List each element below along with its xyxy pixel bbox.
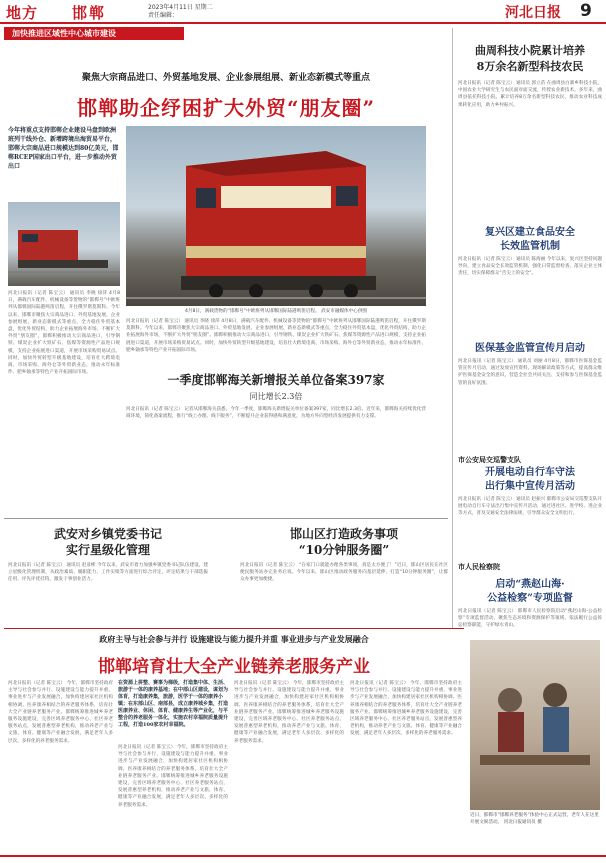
right-b-headline-line1: 复兴区建立食品安全 [485, 227, 575, 238]
right-a-headline-line1: 曲周科技小院累计培养 [475, 44, 585, 57]
right-a-body: 河北日报讯（记者 陈宝云） 通讯员 郭立苗 在曲周县白寨乡科技小院，中国农业大学研究生与农民面对面交流，传授农业新技术。多年来，曲周县依托科技小院，累计培养8万余名新型科技农民，推动农业科技成果转化应用，助力乡村振兴。 [458, 81, 602, 108]
right-c-headline: 医保基金监管宣传月启动 [475, 343, 585, 354]
photo-caption: 4月8日，满载货物的“邯郸号”中欧班列从邯郸国际陆港鸣笛启程。 武安市融媒体中心供图 [184, 309, 368, 314]
city-name: 邯郸 [72, 4, 107, 22]
train-photo [126, 126, 426, 306]
right-d-tag: 市公安局交巡警支队 [458, 455, 521, 464]
right-c-body: 河北日报讯（记者 陈宝云） 通讯员 刘丽 4月8日，邯郸市医保基金监管宣传月启动，通过发放宣传资料、现场解读政策等方式，提高群众维护医保基金安全的意识，营造全社会共同关注、支持和参与医保基金监管的良好氛围。 [458, 359, 602, 386]
editor-text: 责任编辑： [148, 12, 179, 19]
divider [4, 518, 448, 519]
elderly-graphic [470, 640, 600, 810]
story5-body-col3: 河北日报讯（记者 陈宝云） 今年，邯郸市坚持政府主导与社会参与并行、设施建设与能力提升并重、事业进步与产业发展融合，加快构建居家社区机构相协调、医养康养相结合的养老服务体系，培育壮大全产业链养老服务产业。邯郸统筹推进城乡养老服务设施建设，完善区域养老服务中心、社区养老服务站点，发展普惠型养老机构，推动养老产业与文旅、体育、健康等产业融合发展，满足老年人多层次、多样化的养老服务需求。 [234, 681, 344, 744]
elderly-photo [470, 640, 600, 810]
main-kicker: 聚焦大宗商品进口、外贸基地发展、企业参展组展、新业态新模式等重点 [81, 73, 370, 83]
right-d-headline-line1: 开展电动自行车守法 [485, 467, 575, 478]
story5-lead: 在资源上拼整、赛事为梯级，打造集中体、生活、旅游于一体的康养基地；在中部山区建设，谋划为体育，打造康养集，旅游，医学于一体的康养小镇；在东部山区、南部县，成立康养城乡集，打造医康养业、休闲、体育、健康养生等产业化，与平整合的养老服务一体化，实施农村幸福院质量提升工程，打造100家农村幸福院。 [118, 680, 229, 728]
story3-headline-line1: 武安对乡镇党委书记 [53, 527, 162, 541]
right-b-body: 河北日报讯（记者 陈宝云） 通讯员 陈海丽 今年以来，复兴区坚持问题导向，建立食品安全长效监管机制，强化日常监督检查，落实企业主体责任，切实保障群众“舌尖上的安全”。 [458, 257, 602, 277]
page-number: 9 [580, 1, 592, 21]
story5-body-col1: 河北日报讯（记者 陈宝云） 今年，邯郸市坚持政府主导与社会参与并行、设施建设与能力提升并重、事业进步与产业发展融合，加快构建居家社区机构相协调、医养康养相结合的养老服务体系，培育壮大全产业链养老服务产业。邯郸统筹推进城乡养老服务设施建设，完善区域养老服务中心、社区养老服务站点，发展普惠型养老机构，推动养老产业与文旅、体育、健康等产业融合发展，满足老年人多层次、多样化的养老服务需求。 [8, 681, 113, 744]
right-a-headline-line2: 8万余名新型科技农民 [476, 60, 584, 73]
story3-body: 河北日报讯（记者 陈宝云） 通讯员 赵彦彬 今年以来，武安市着力加强乡镇党委书记队伍建设，建立星级化管理机制，从政治素质、履职能力、工作实绩等方面进行综合评定，评定结果与干部选拔任用、评先评优挂钩，激发干事创业活力。 [8, 563, 208, 583]
story5-kicker: 政府主导与社会参与并行 设施建设与能力提升并重 事业进步与产业发展融合 [99, 634, 369, 644]
right-e-headline-line1: 启动“燕赵山海· [495, 579, 565, 590]
story5-body-col4: 河北日报讯（记者 陈宝云） 今年，邯郸市坚持政府主导与社会参与并行、设施建设与能力提升并重、事业进步与产业发展融合，加快构建居家社区机构相协调、医养康养相结合的养老服务体系，培育壮大全产业链养老服务产业。邯郸统筹推进城乡养老服务设施建设，完善区域养老服务中心、社区养老服务站点，发展普惠型养老机构，推动养老产业与文旅、体育、健康等产业融合发展，满足老年人多层次、多样化的养老服务需求。 [350, 681, 462, 737]
story2-headline: 一季度邯郸海关新增报关单位备案397家 [167, 373, 385, 387]
lead-text: 今年将重点支持邯郸企业建设马盘到欧洲班列干线外仓、新增跨境出海贸易平台，邯郸大宗商品进口规模达到80亿美元，邯郸RCEP国家出口平台，进一步推动外贸出口 [8, 127, 119, 170]
column-tag: 加快推进区域性中心城市建设 [4, 27, 184, 40]
right-e-tag: 市人民检察院 [458, 562, 500, 571]
story5-headline: 邯郸培育壮大全产业链养老服务产业 [98, 657, 370, 677]
bottom-photo-caption: 近日，邯郸市“邯郸养老服务”体验中心正式运营，老年人在这里开展文娱活动。 河北日报通讯员 摄 [470, 813, 599, 825]
right-e-body: 河北日报讯（记者 陈宝云） 邯郸市人民检察院启动“燕赵山海·公益检察”专项监督活动，聚焦生态环境和资源保护等领域，依法履行公益诉讼检察职能，守护绿水青山。 [458, 609, 602, 629]
story4-headline-line1: 邯山区打造政务事项 [289, 527, 398, 541]
main-body-col1: 河北日报讯（记者 陈宝云） 通讯员 李晓 徐萍 4月8日，满载汽车配件、机械设备等货物的“邯郸号”中欧班列从邯郸国际陆港鸣笛启程，开往俄罗斯莫斯科。今年以来，邯郸市聚焦大宗商品进口、外贸基地发展、企业参展组展、新业态新模式等重点，全力稳住外贸基本盘，优化外贸结构，助力企业拓展海外市场，不断扩大外贸“朋友圈”。邯郸积极推动大宗商品进口，引导钢铁、煤炭企业扩大铁矿石、焦煤等资源性产品进口规模，支持企业拓展进口渠道，开展市场采购贸易试点。同时，加快外贸转型升级基地建设，培育壮大跨境电商、市场采购、海外仓等外贸新业态，推动永年标准件、肥乡轴承等特色产业开拓国际市场。 [8, 291, 120, 376]
story5-body-col2: 河北日报讯（记者 陈宝云） 今年，邯郸市坚持政府主导与社会参与并行、设施建设与能力提升并重、事业进步与产业发展融合，加快构建居家社区机构相协调、医养康养相结合的养老服务体系，培育壮大全产业链养老服务产业。邯郸统筹推进城乡养老服务设施建设，完善区域养老服务中心、社区养老服务站点，发展普惠型养老机构，推动养老产业与文旅、体育、健康等产业融合发展，满足老年人多层次、多样化的养老服务需求。 [118, 745, 228, 808]
main-headline: 邯郸助企纾困扩大外贸“朋友圈” [76, 96, 375, 120]
story3-headline-line2: 实行星级化管理 [65, 543, 150, 557]
right-d-headline-line2: 出行集中宣传月活动 [485, 481, 575, 492]
right-e-headline-line2: 公益检察”专项监督 [487, 593, 573, 604]
story4-body: 河北日报讯（记者 陈宝云） “在家门口就能办理各类事项，真是太方便了！”近日，邯山区居民在社区便民服务站办完业务后说。今年以来，邯山区推动政务服务向基层延伸，打造“10分钟服务圈”，让群众办事更加便捷。 [240, 563, 448, 583]
train-left-graphic [8, 202, 120, 286]
paper-logo: 河北日报 [505, 5, 561, 21]
dateline [148, 4, 213, 20]
column-divider [452, 28, 453, 628]
train-graphic [126, 126, 426, 306]
section-name: 地方 [6, 4, 39, 22]
story4-headline-line2: “10分钟服务圈” [298, 543, 390, 557]
story2-subheadline: 同比增长2.3倍 [249, 392, 303, 401]
main-body-col2: 河北日报讯（记者 陈宝云） 通讯员 李晓 徐萍 4月8日，满载汽车配件、机械设备等货物的“邯郸号”中欧班列从邯郸国际陆港鸣笛启程，开往俄罗斯莫斯科。今年以来，邯郸市聚焦大宗商品进口、外贸基地发展、企业参展组展、新业态新模式等重点，全力稳住外贸基本盘，优化外贸结构，助力企业拓展海外市场，不断扩大外贸“朋友圈”。邯郸积极推动大宗商品进口，引导钢铁、煤炭企业扩大铁矿石、焦煤等资源性产品进口规模，支持企业拓展进口渠道，开展市场采购贸易试点。同时，加快外贸转型升级基地建设，培育壮大跨境电商、市场采购、海外仓等外贸新业态，推动永年标准件、肥乡轴承等特色产业开拓国际市场。 [126, 319, 426, 353]
lead-box [8, 126, 120, 200]
right-d-body: 河北日报讯（记者 陈宝云） 通讯员 赵振兴 邯郸市公安局交巡警支队开展电动自行车守法出行集中宣传月活动，通过进社区、进学校、进企业等方式，普及交通安全法律法规，引导群众安全文明出行。 [458, 497, 602, 517]
footer-rule [0, 855, 606, 857]
date-text: 2023年4月11日 星期二 [148, 4, 213, 11]
divider-red [4, 628, 464, 629]
train-photo-left [8, 202, 120, 286]
right-b-headline-line2: 长效监管机制 [500, 241, 560, 252]
story2-body: 河北日报讯（记者 陈宝云） 记者从邯郸海关获悉，今年一季度，邯郸海关新增报关单位备案397家，同比增长2.3倍。近年来，邯郸海关持续优化营商环境，简化备案流程，推行“线上办理、线下服务”，不断提升企业获得感和满意度，为地方外向型经济发展提供有力支撑。 [126, 407, 426, 420]
